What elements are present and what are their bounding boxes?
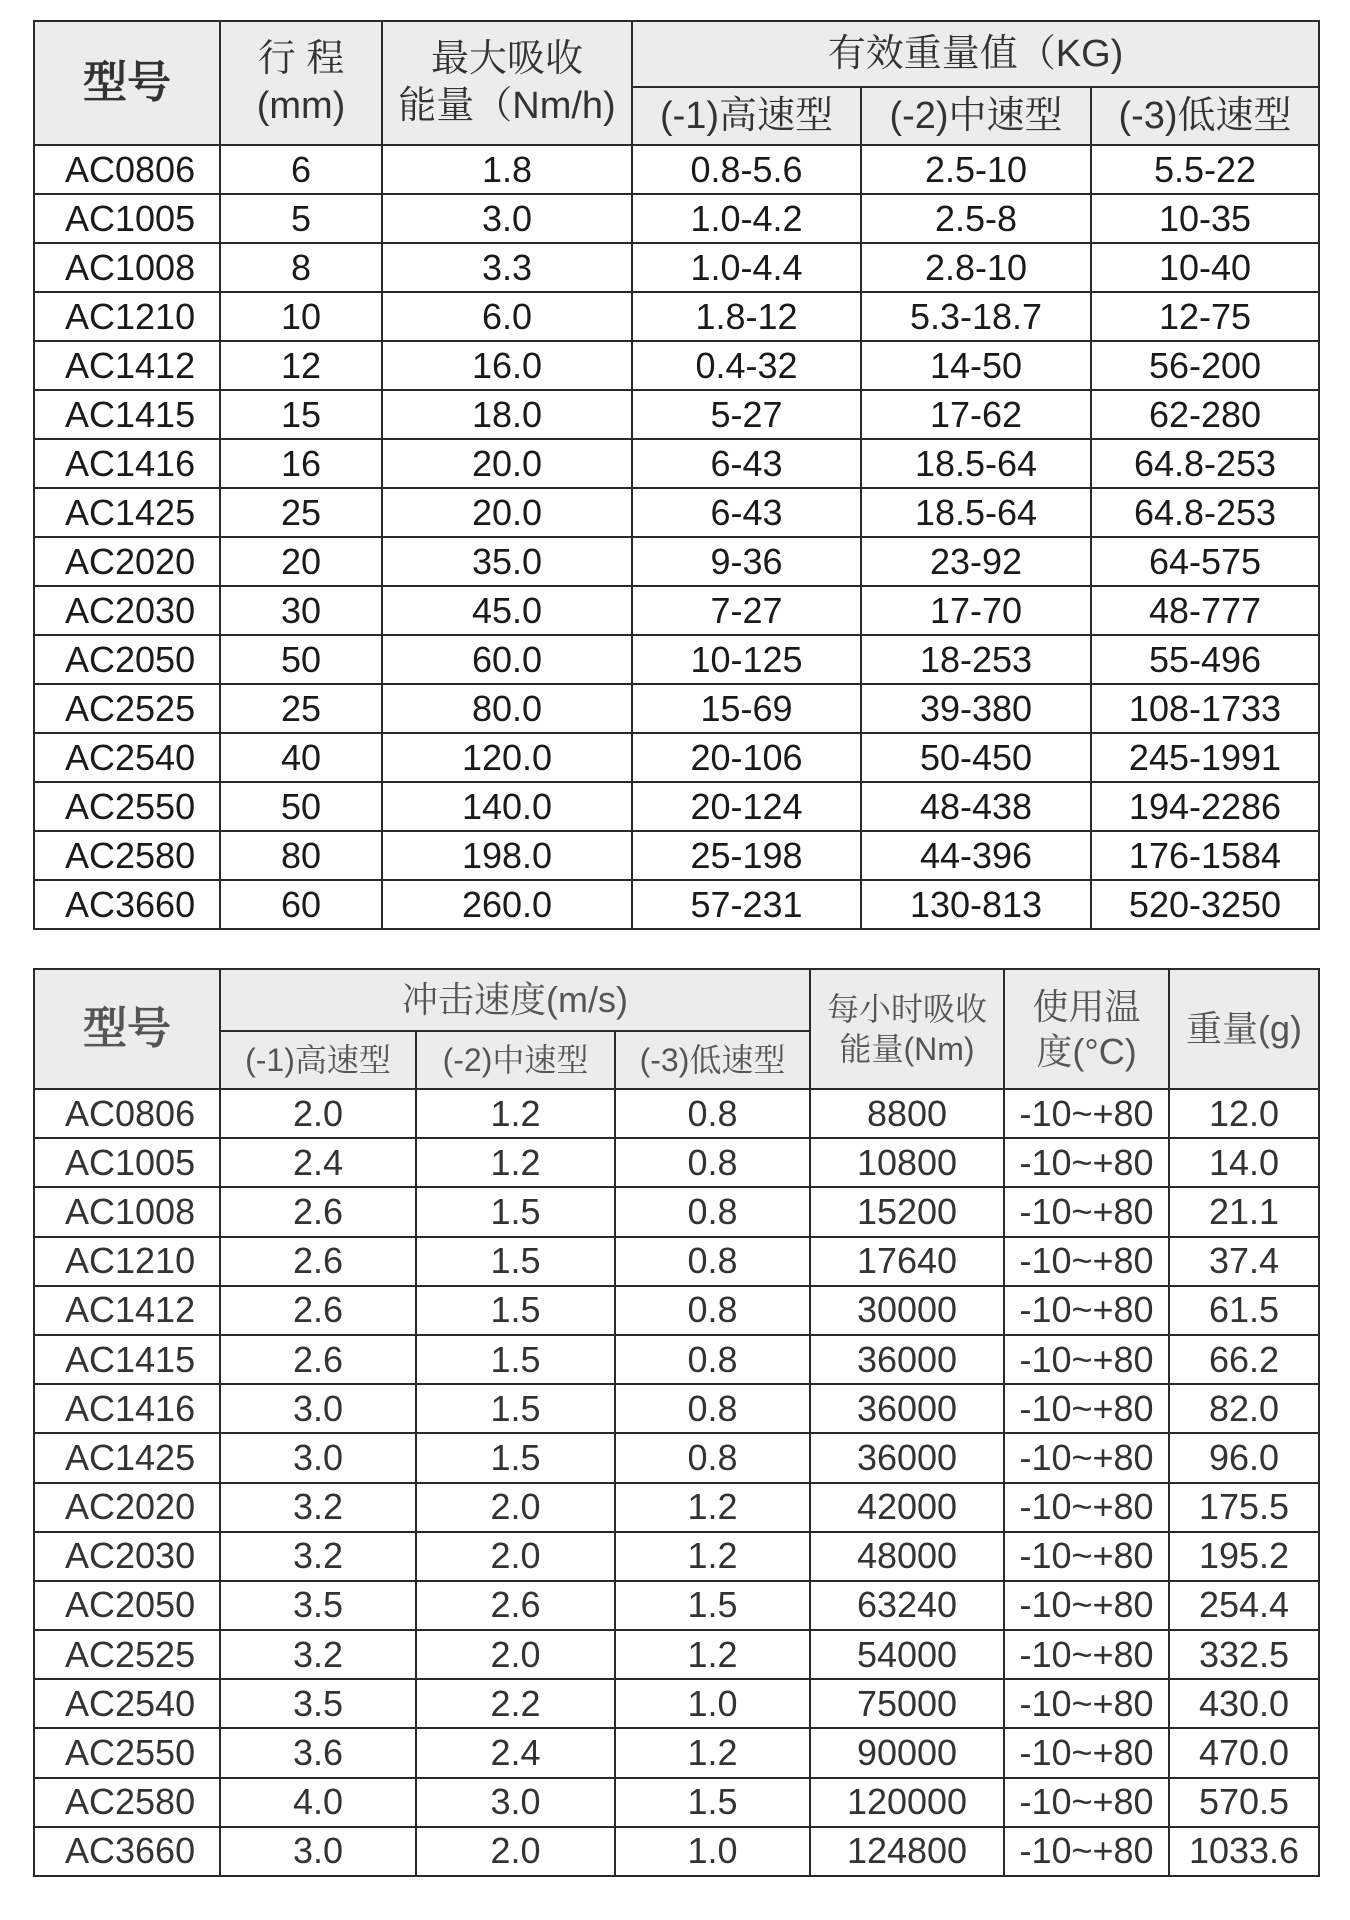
model-cell: AC2030 [34,586,220,635]
header-low-speed: (-3)低速型 [1091,87,1319,145]
table-cell: 5 [220,194,382,243]
table-cell: 80.0 [382,684,632,733]
table-cell: 0.8 [615,1138,810,1187]
table-cell: 36000 [810,1384,1004,1433]
model-cell: AC2540 [34,733,220,782]
model-cell: AC2030 [34,1532,220,1581]
table-cell: 0.8 [615,1237,810,1286]
table-row [34,1483,1319,1532]
table-cell: 64-575 [1091,537,1319,586]
header-temperature-line1: 使用温 [1032,986,1141,1027]
table-cell: 63240 [810,1581,1004,1630]
table-cell: 64.8-253 [1091,439,1319,488]
table-cell: -10~+80 [1004,1827,1169,1876]
table-row [34,1187,1319,1236]
header-max-energy-line2: 能量（Nm/h) [398,85,616,127]
table-cell: -10~+80 [1004,1581,1169,1630]
table-cell: 23-92 [861,537,1091,586]
table-cell: 12-75 [1091,292,1319,341]
table-cell: 1.5 [615,1778,810,1827]
table-cell: 1.5 [416,1286,615,1335]
table-row [34,292,1319,341]
table-cell: 12 [220,341,382,390]
table-cell: 1.5 [416,1237,615,1286]
table-cell: 36000 [810,1335,1004,1384]
table-row [34,684,1319,733]
table-cell: 194-2286 [1091,782,1319,831]
table-cell: 20.0 [382,439,632,488]
model-cell: AC2525 [34,1630,220,1679]
header-high-speed: (-1)高速型 [632,87,861,145]
table-row [34,194,1319,243]
table-cell: 0.8 [615,1433,810,1482]
table-cell: 175.5 [1169,1483,1319,1532]
table-cell: 1.2 [615,1630,810,1679]
model-cell: AC1425 [34,488,220,537]
model-cell: AC2540 [34,1679,220,1728]
table-cell: 108-1733 [1091,684,1319,733]
header-stroke-line2: (mm) [256,85,346,127]
table-row [34,1827,1319,1876]
model-cell: AC3660 [34,1827,220,1876]
model-cell: AC2580 [34,1778,220,1827]
table1-body [34,145,1319,929]
shock-absorber-energy-table [33,20,1320,930]
model-cell: AC1412 [34,1286,220,1335]
table-cell: 17-62 [861,390,1091,439]
table-cell: 10-125 [632,635,861,684]
table-cell: 5.3-18.7 [861,292,1091,341]
table-cell: 3.2 [220,1532,416,1581]
model-cell: AC1008 [34,1187,220,1236]
header-stroke [220,21,382,145]
table-cell: 15 [220,390,382,439]
table-row [34,1532,1319,1581]
header-low-speed: (-3)低速型 [615,1031,810,1089]
table-cell: 2.0 [416,1630,615,1679]
table-cell: 0.4-32 [632,341,861,390]
table-cell: 1.5 [416,1433,615,1482]
model-cell: AC2580 [34,831,220,880]
header-impact-speed: 冲击速度(m/s) [220,969,810,1031]
header-max-energy-line1: 最大吸收 [430,37,583,80]
table-cell: 48000 [810,1532,1004,1581]
header-max-energy [382,21,632,145]
model-cell: AC2050 [34,635,220,684]
table-cell: 10-40 [1091,243,1319,292]
model-cell: AC1416 [34,1384,220,1433]
table-cell: 198.0 [382,831,632,880]
table-cell: 0.8 [615,1384,810,1433]
table-cell: -10~+80 [1004,1237,1169,1286]
model-cell: AC2525 [34,684,220,733]
table-cell: 2.4 [220,1138,416,1187]
table-row [34,1581,1319,1630]
table-cell: 1.2 [416,1089,615,1138]
table-cell: 10 [220,292,382,341]
table-cell: 1.5 [416,1335,615,1384]
table-row [34,1138,1319,1187]
header-weight: 重量(g) [1169,969,1319,1089]
table-cell: 8800 [810,1089,1004,1138]
table-cell: 5-27 [632,390,861,439]
table-row [34,831,1319,880]
table-cell: 17-70 [861,586,1091,635]
table-cell: 20 [220,537,382,586]
table-cell: 35.0 [382,537,632,586]
table-cell: 16 [220,439,382,488]
table2-body [34,1089,1319,1876]
table-cell: 20-124 [632,782,861,831]
table-cell: 1033.6 [1169,1827,1319,1876]
table-cell: -10~+80 [1004,1630,1169,1679]
table-cell: 2.5-10 [861,145,1091,194]
table-cell: 96.0 [1169,1433,1319,1482]
table-row [34,586,1319,635]
table-cell: 2.6 [416,1581,615,1630]
table-cell: 45.0 [382,586,632,635]
table-cell: -10~+80 [1004,1679,1169,1728]
table-cell: 42000 [810,1483,1004,1532]
table-cell: 16.0 [382,341,632,390]
table-cell: 2.6 [220,1335,416,1384]
table-cell: 1.0-4.4 [632,243,861,292]
table-cell: 2.4 [416,1728,615,1777]
table-cell: -10~+80 [1004,1433,1169,1482]
table-row [34,341,1319,390]
table-cell: 18-253 [861,635,1091,684]
table-row [34,733,1319,782]
table-cell: 1.2 [615,1728,810,1777]
header-model: 型号 [34,969,220,1089]
header-hourly-energy-line1: 每小时吸收 [827,991,988,1027]
model-cell: AC1005 [34,1138,220,1187]
table-cell: 64.8-253 [1091,488,1319,537]
header-hourly-energy-line2: 能量(Nm) [839,1031,975,1067]
table-cell: 6 [220,145,382,194]
table-cell: 0.8 [615,1335,810,1384]
table-cell: 36000 [810,1433,1004,1482]
table-cell: 6-43 [632,439,861,488]
table-row [34,1286,1319,1335]
table-cell: 8 [220,243,382,292]
table-cell: 124800 [810,1827,1004,1876]
table-cell: 50-450 [861,733,1091,782]
table-cell: 18.0 [382,390,632,439]
table-cell: 1.5 [416,1187,615,1236]
table-row [34,390,1319,439]
table-cell: 44-396 [861,831,1091,880]
table-cell: 3.0 [220,1384,416,1433]
table-cell: 1.2 [615,1532,810,1581]
table-cell: 2.0 [416,1483,615,1532]
header-hourly-energy [810,969,1004,1089]
table-row [34,880,1319,929]
table-row [34,1778,1319,1827]
table-cell: 3.3 [382,243,632,292]
table-cell: 176-1584 [1091,831,1319,880]
shock-absorber-speed-table [33,968,1320,1877]
table-cell: 1.0 [615,1679,810,1728]
table-cell: 140.0 [382,782,632,831]
table-cell: 56-200 [1091,341,1319,390]
table-cell: 25-198 [632,831,861,880]
table-cell: -10~+80 [1004,1138,1169,1187]
table-cell: 130-813 [861,880,1091,929]
model-cell: AC2550 [34,1728,220,1777]
model-cell: AC1210 [34,1237,220,1286]
table-row [34,635,1319,684]
table-cell: 90000 [810,1728,1004,1777]
table-cell: 5.5-22 [1091,145,1319,194]
table-cell: 30000 [810,1286,1004,1335]
table-cell: 55-496 [1091,635,1319,684]
table-cell: 1.2 [615,1483,810,1532]
table-cell: 12.0 [1169,1089,1319,1138]
table-cell: 25 [220,488,382,537]
table-row [34,1089,1319,1138]
model-cell: AC1425 [34,1433,220,1482]
header-temperature [1004,969,1169,1089]
table-cell: 2.2 [416,1679,615,1728]
table-cell: -10~+80 [1004,1483,1169,1532]
table-cell: 10800 [810,1138,1004,1187]
table-cell: 17640 [810,1237,1004,1286]
table-cell: 75000 [810,1679,1004,1728]
table-cell: 3.6 [220,1728,416,1777]
table-cell: -10~+80 [1004,1187,1169,1236]
table-cell: 3.0 [220,1433,416,1482]
table-cell: 14-50 [861,341,1091,390]
model-cell: AC2550 [34,782,220,831]
model-cell: AC2020 [34,537,220,586]
model-cell: AC1005 [34,194,220,243]
table-cell: 1.2 [416,1138,615,1187]
table-row [34,1433,1319,1482]
table-row [34,243,1319,292]
table-cell: 3.0 [416,1778,615,1827]
table-cell: 15-69 [632,684,861,733]
table-cell: 60 [220,880,382,929]
model-cell: AC0806 [34,1089,220,1138]
table-cell: -10~+80 [1004,1384,1169,1433]
table-row [34,488,1319,537]
table-cell: 18.5-64 [861,439,1091,488]
table-cell: -10~+80 [1004,1778,1169,1827]
table-cell: 48-777 [1091,586,1319,635]
table-cell: 60.0 [382,635,632,684]
table-cell: 25 [220,684,382,733]
table-row [34,782,1319,831]
table-cell: 14.0 [1169,1138,1319,1187]
table-cell: 21.1 [1169,1187,1319,1236]
header-mid-speed: (-2)中速型 [416,1031,615,1089]
table-cell: 332.5 [1169,1630,1319,1679]
table-cell: 120000 [810,1778,1004,1827]
table-row [34,1335,1319,1384]
table-cell: 39-380 [861,684,1091,733]
table-row [34,439,1319,488]
table-cell: 66.2 [1169,1335,1319,1384]
table-row [34,1630,1319,1679]
table-row [34,1679,1319,1728]
model-cell: AC1415 [34,390,220,439]
table-cell: 2.8-10 [861,243,1091,292]
table-cell: 18.5-64 [861,488,1091,537]
header-stroke-line1: 行 程 [257,37,345,80]
table-cell: 1.0 [615,1827,810,1876]
table-cell: 254.4 [1169,1581,1319,1630]
model-cell: AC3660 [34,880,220,929]
table-cell: 30 [220,586,382,635]
table-cell: 10-35 [1091,194,1319,243]
model-cell: AC1210 [34,292,220,341]
table-cell: 20-106 [632,733,861,782]
table-cell: -10~+80 [1004,1335,1169,1384]
table-cell: 3.5 [220,1679,416,1728]
table-cell: -10~+80 [1004,1532,1169,1581]
table-row [34,145,1319,194]
model-cell: AC2020 [34,1483,220,1532]
table-cell: 195.2 [1169,1532,1319,1581]
table-cell: 61.5 [1169,1286,1319,1335]
table-cell: 3.2 [220,1483,416,1532]
table-cell: 2.0 [220,1089,416,1138]
table-cell: 48-438 [861,782,1091,831]
table-cell: 3.0 [220,1827,416,1876]
table-row [34,537,1319,586]
model-cell: AC1415 [34,1335,220,1384]
table-cell: 37.4 [1169,1237,1319,1286]
table-cell: 0.8 [615,1286,810,1335]
table-cell: 2.0 [416,1827,615,1876]
table-cell: 2.6 [220,1237,416,1286]
table-cell: 245-1991 [1091,733,1319,782]
table-cell: 9-36 [632,537,861,586]
table-cell: 520-3250 [1091,880,1319,929]
table-cell: 470.0 [1169,1728,1319,1777]
table-cell: 4.0 [220,1778,416,1827]
model-cell: AC0806 [34,145,220,194]
table-row [34,1237,1319,1286]
table-cell: 1.8 [382,145,632,194]
header-temperature-line2: 度(°C) [1036,1031,1137,1072]
model-cell: AC1412 [34,341,220,390]
table-cell: 570.5 [1169,1778,1319,1827]
table-cell: 260.0 [382,880,632,929]
table-cell: 7-27 [632,586,861,635]
table-cell: 0.8 [615,1187,810,1236]
model-cell: AC1416 [34,439,220,488]
table-cell: 50 [220,635,382,684]
table-cell: 1.8-12 [632,292,861,341]
table-cell: 40 [220,733,382,782]
table-cell: 62-280 [1091,390,1319,439]
table-cell: 3.0 [382,194,632,243]
table-cell: 2.5-8 [861,194,1091,243]
table-cell: 57-231 [632,880,861,929]
model-cell: AC2050 [34,1581,220,1630]
table-cell: 2.0 [416,1532,615,1581]
table-cell: -10~+80 [1004,1728,1169,1777]
table-cell: 1.5 [416,1384,615,1433]
table-cell: 1.5 [615,1581,810,1630]
table-cell: 0.8-5.6 [632,145,861,194]
table-cell: 3.2 [220,1630,416,1679]
header-model: 型号 [34,21,220,145]
table-cell: 50 [220,782,382,831]
table-row [34,1384,1319,1433]
table-cell: 20.0 [382,488,632,537]
table-cell: 82.0 [1169,1384,1319,1433]
header-mid-speed: (-2)中速型 [861,87,1091,145]
table-cell: -10~+80 [1004,1089,1169,1138]
table-cell: 80 [220,831,382,880]
table-cell: 3.5 [220,1581,416,1630]
table-cell: 120.0 [382,733,632,782]
table-cell: 54000 [810,1630,1004,1679]
table-cell: 15200 [810,1187,1004,1236]
table-cell: 6-43 [632,488,861,537]
table-cell: -10~+80 [1004,1286,1169,1335]
table-cell: 2.6 [220,1187,416,1236]
table-cell: 2.6 [220,1286,416,1335]
header-high-speed: (-1)高速型 [220,1031,416,1089]
table-cell: 0.8 [615,1089,810,1138]
table-row [34,1728,1319,1777]
table-cell: 6.0 [382,292,632,341]
model-cell: AC1008 [34,243,220,292]
header-effective-weight: 有效重量值（KG) [632,21,1319,87]
table-cell: 1.0-4.2 [632,194,861,243]
table-cell: 430.0 [1169,1679,1319,1728]
